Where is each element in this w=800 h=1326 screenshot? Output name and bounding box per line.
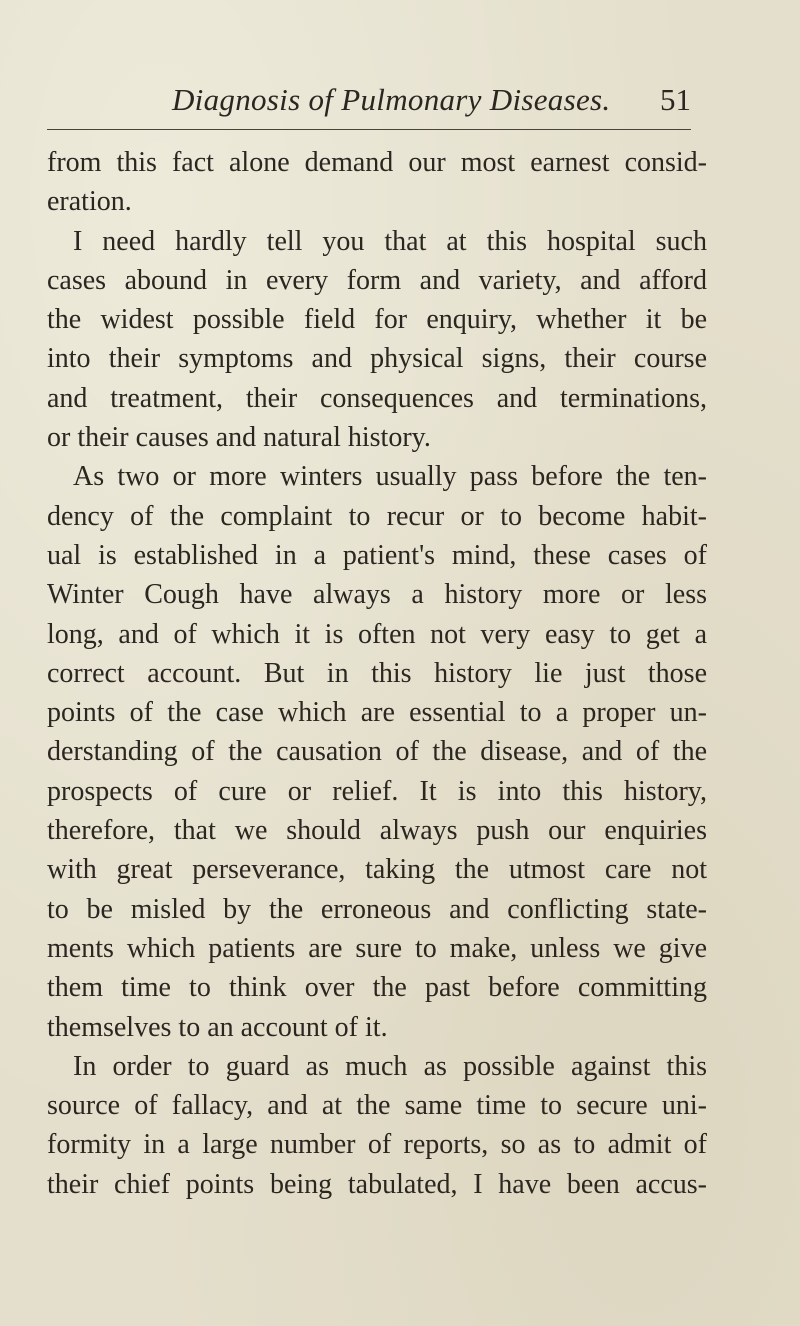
- text-line: source of fallacy, and at the same time to secure uni-: [47, 1090, 707, 1122]
- text-line: and treatment, their consequences and terminations,: [47, 382, 707, 414]
- running-header: [47, 82, 691, 122]
- text-line: derstanding of the causation of the disease, and of the: [47, 736, 707, 768]
- text-line: with great perseverance, taking the utmost care not: [47, 854, 707, 886]
- text-line: to be misled by the erroneous and conflicting state-: [47, 893, 707, 925]
- text-line: into their symptoms and physical signs, their course: [47, 343, 707, 375]
- text-line: from this fact alone demand our most earnest consid-: [47, 147, 707, 178]
- text-line: formity in a large number of reports, so as to admit of: [47, 1129, 707, 1161]
- text-line: or their causes and natural history.: [47, 422, 431, 454]
- text-line: them time to think over the past before committing: [47, 972, 707, 1004]
- text-line: therefore, that we should always push our enquiries: [47, 815, 707, 847]
- text-line: ual is established in a patient's mind, these cases of: [47, 539, 707, 571]
- text-line: ments which patients are sure to make, unless we give: [47, 932, 707, 964]
- text-line: their chief points being tabulated, I have been accus-: [47, 1168, 707, 1200]
- page-number: 51: [660, 82, 691, 117]
- body-text: [47, 143, 707, 1204]
- text-line: eration.: [47, 186, 132, 218]
- paragraph-start-line: In order to guard as much as possible against this: [73, 1050, 707, 1082]
- text-line: prospects of cure or relief. It is into this history,: [47, 775, 707, 807]
- paragraph-start-line: I need hardly tell you that at this hospital such: [73, 225, 707, 257]
- text-line: cases abound in every form and variety, and afford: [47, 264, 707, 296]
- text-line: Winter Cough have always a history more or less: [47, 579, 707, 611]
- text-line: correct account. But in this history lie just those: [47, 657, 707, 689]
- text-line: points of the case which are essential to a proper un-: [47, 697, 707, 729]
- text-line: themselves to an account of it.: [47, 1011, 388, 1043]
- text-line: dency of the complaint to recur or to become habit-: [47, 500, 707, 532]
- header-rule: [47, 129, 691, 130]
- running-header-title: Diagnosis of Pulmonary Diseases.: [172, 82, 611, 117]
- text-line: the widest possible field for enquiry, whether it be: [47, 304, 707, 336]
- paragraph-start-line: As two or more winters usually pass before the ten-: [73, 461, 707, 493]
- text-line: long, and of which it is often not very easy to get a: [47, 618, 707, 650]
